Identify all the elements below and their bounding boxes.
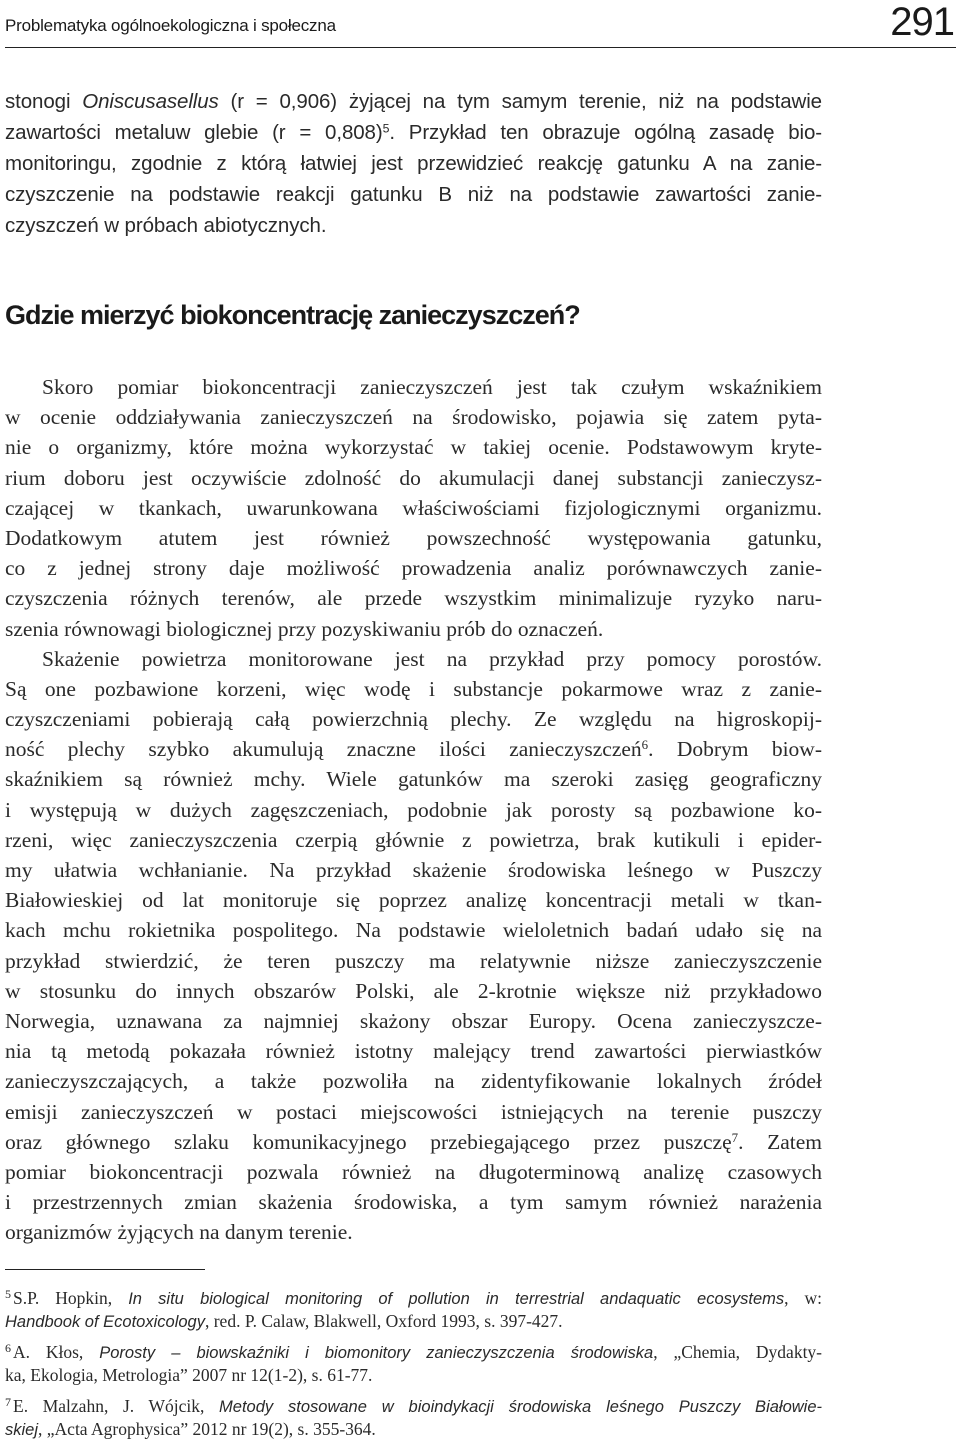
text-line: czyszczenie na podstawie reakcji gatunku B niż na podstawie zawartości zanie- bbox=[5, 183, 822, 206]
footnote-ref: 7 bbox=[731, 1130, 739, 1145]
text-line: Skoro pomiar biokoncentracji zanieczyszczeń jest tak czułym wskaźnikiem bbox=[42, 375, 822, 399]
footnote-ref: 5 bbox=[382, 121, 390, 136]
text-line: kach mchu rokietnika pospolitego. Na podstawie wieloletnich badań udało się na bbox=[5, 918, 822, 943]
text-line: Norwegia, uznawana za najmniej skażony obszar Europy. Ocena zanieczyszcze- bbox=[5, 1008, 822, 1033]
species-name: Oniscusasellus bbox=[82, 90, 219, 113]
page-header bbox=[5, 0, 956, 48]
text-line: Dodatkowym atutem jest również powszechność występowania gatunku, bbox=[5, 525, 822, 550]
text-line: zawartości metaluw glebie (r = 0,808)$^5$. Przykład ten obrazuje ogólną zasadę bio- bbox=[5, 121, 822, 144]
text-line: nia tą metodą pokazała również istotny malejący trend zawartości pierwiastków bbox=[5, 1039, 822, 1064]
footnote-5: $^5$ S.P. Hopkin, In situ biological monitoring of pollution in terrestrial andaquatic ecosystems, w: bbox=[5, 1287, 822, 1308]
text-line: czyszczeń w próbach abiotycznych. bbox=[5, 214, 327, 237]
section-heading: Gdzie mierzyć biokoncentrację zanieczyszczeń? bbox=[5, 300, 580, 330]
page-number: 291 bbox=[890, 0, 954, 44]
text-line: w ocenie oddziaływania zanieczyszczeń na środowisko, pojawia się zatem pyta- bbox=[5, 405, 822, 430]
text-line: i przestrzennych zmian skażenia środowiska, a tym samym również narażenia bbox=[5, 1190, 822, 1215]
text-line: szenia równowagi biologicznej przy pozyskiwaniu prób do oznaczeń. bbox=[5, 616, 604, 641]
text-line: w stosunku do innych obszarów Polski, ale 2-krotnie większe niż przykładowo bbox=[5, 978, 822, 1003]
text-line: co z jednej strony daje możliwość prowadzenia analiz porównawczych zanie- bbox=[5, 556, 822, 581]
text-line: nie o organizmy, które można wykorzystać w takiej ocenie. Podstawowym kryte- bbox=[5, 435, 822, 460]
text-line: czyszczenia różnych terenów, ale przede wszystkim minimalizuje ryzyko naru- bbox=[5, 586, 822, 611]
text-line: my ułatwia wchłanianie. Na przykład skażenie środowiska leśnego w Puszczy bbox=[5, 858, 822, 882]
text-line: czyszczeniami pobierają całą powierzchnią plechy. Ze względu na higroskopij- bbox=[5, 707, 822, 732]
footnote-7-cont: skiej, „Acta Agrophysica” 2012 nr 19(2), s. 355-364. bbox=[5, 1419, 376, 1439]
text-line: pomiar biokoncentracji pozwala również na długoterminową analizę czasowych bbox=[5, 1159, 822, 1184]
main-text bbox=[5, 372, 822, 1247]
text-line: stonogi Oniscusasellus (r = 0,906) żyjącej na tym samym terenie, niż na podstawie bbox=[5, 90, 822, 113]
text-line: i występują w dużych zagęszczeniach, podobnie jak porosty są pozbawione ko- bbox=[5, 797, 822, 822]
text-line: monitoringu, zgodnie z którą łatwiej jest przewidzieć reakcję gatunku A na zanie- bbox=[5, 152, 822, 175]
footnote-divider bbox=[5, 1269, 205, 1270]
text-line: Są one pozbawione korzeni, więc wodę i substancje pokarmowe wraz z zanie- bbox=[5, 676, 822, 701]
text-line: rzeni, więc zanieczyszczenia czerpią głównie z powietrza, brak kutikuli i epider- bbox=[5, 827, 822, 852]
footnote-6-cont: ka, Ekologia, Metrologia” 2007 nr 12(1-2), s. 61-77. bbox=[5, 1365, 373, 1385]
intro-paragraph bbox=[5, 86, 822, 241]
text-line: skaźnikiem są również mchy. Wiele gatunków ma szeroki zasięg geograficzny bbox=[5, 767, 822, 792]
text-line: przykład stwierdzić, że teren puszczy ma relatywnie niższe zanieczyszczenie bbox=[5, 948, 822, 973]
text-line: Skażenie powietrza monitorowane jest na przykład przy pomocy porostów. bbox=[42, 646, 822, 671]
text-line: organizmów żyjących na danym terenie. bbox=[5, 1220, 353, 1245]
text-line: oraz głównego szlaku komunikacyjnego przebiegającego przez puszczę$^7$. Zatem bbox=[5, 1129, 822, 1154]
text-line: rium doboru jest oczywiście zdolność do akumulacji danej substancji zanieczysz- bbox=[5, 465, 822, 490]
text-line: ność plechy szybko akumulują znaczne ilości zanieczyszczeń$^6$. Dobrym biow- bbox=[5, 737, 822, 762]
footnote-5-cont: Handbook of Ecotoxicology, red. P. Calaw, Blakwell, Oxford 1993, s. 397-427. bbox=[5, 1311, 563, 1331]
text-line: zanieczyszczających, a także pozwoliła na zidentyfikowanie lokalnych źródeł bbox=[5, 1069, 822, 1094]
footnote-7: $^7$ E. Malzahn, J. Wójcik, Metody stosowane w bioindykacji środowiska leśnego Puszczy Białowie- bbox=[5, 1395, 822, 1416]
footnote-ref: 6 bbox=[641, 738, 649, 753]
text-line: czającej w tkankach, uwarunkowana właściwościami fizjologicznymi organizmu. bbox=[5, 495, 822, 520]
running-title: Problematyka ogólnoekologiczna i społeczna bbox=[5, 16, 336, 35]
text-line: emisji zanieczyszczeń w postaci miejscowości istniejących na terenie puszczy bbox=[5, 1099, 822, 1124]
footnotes bbox=[5, 1281, 822, 1443]
footnote-6: $^6$ A. Kłos, Porosty – biowskaźniki i biomonitory zanieczyszczenia środowiska, „Chemia, Dydakty- bbox=[5, 1341, 822, 1362]
text-line: Białowieskiej od lat monitoruje się poprzez analizę koncentracji metali w tkan- bbox=[5, 888, 822, 913]
